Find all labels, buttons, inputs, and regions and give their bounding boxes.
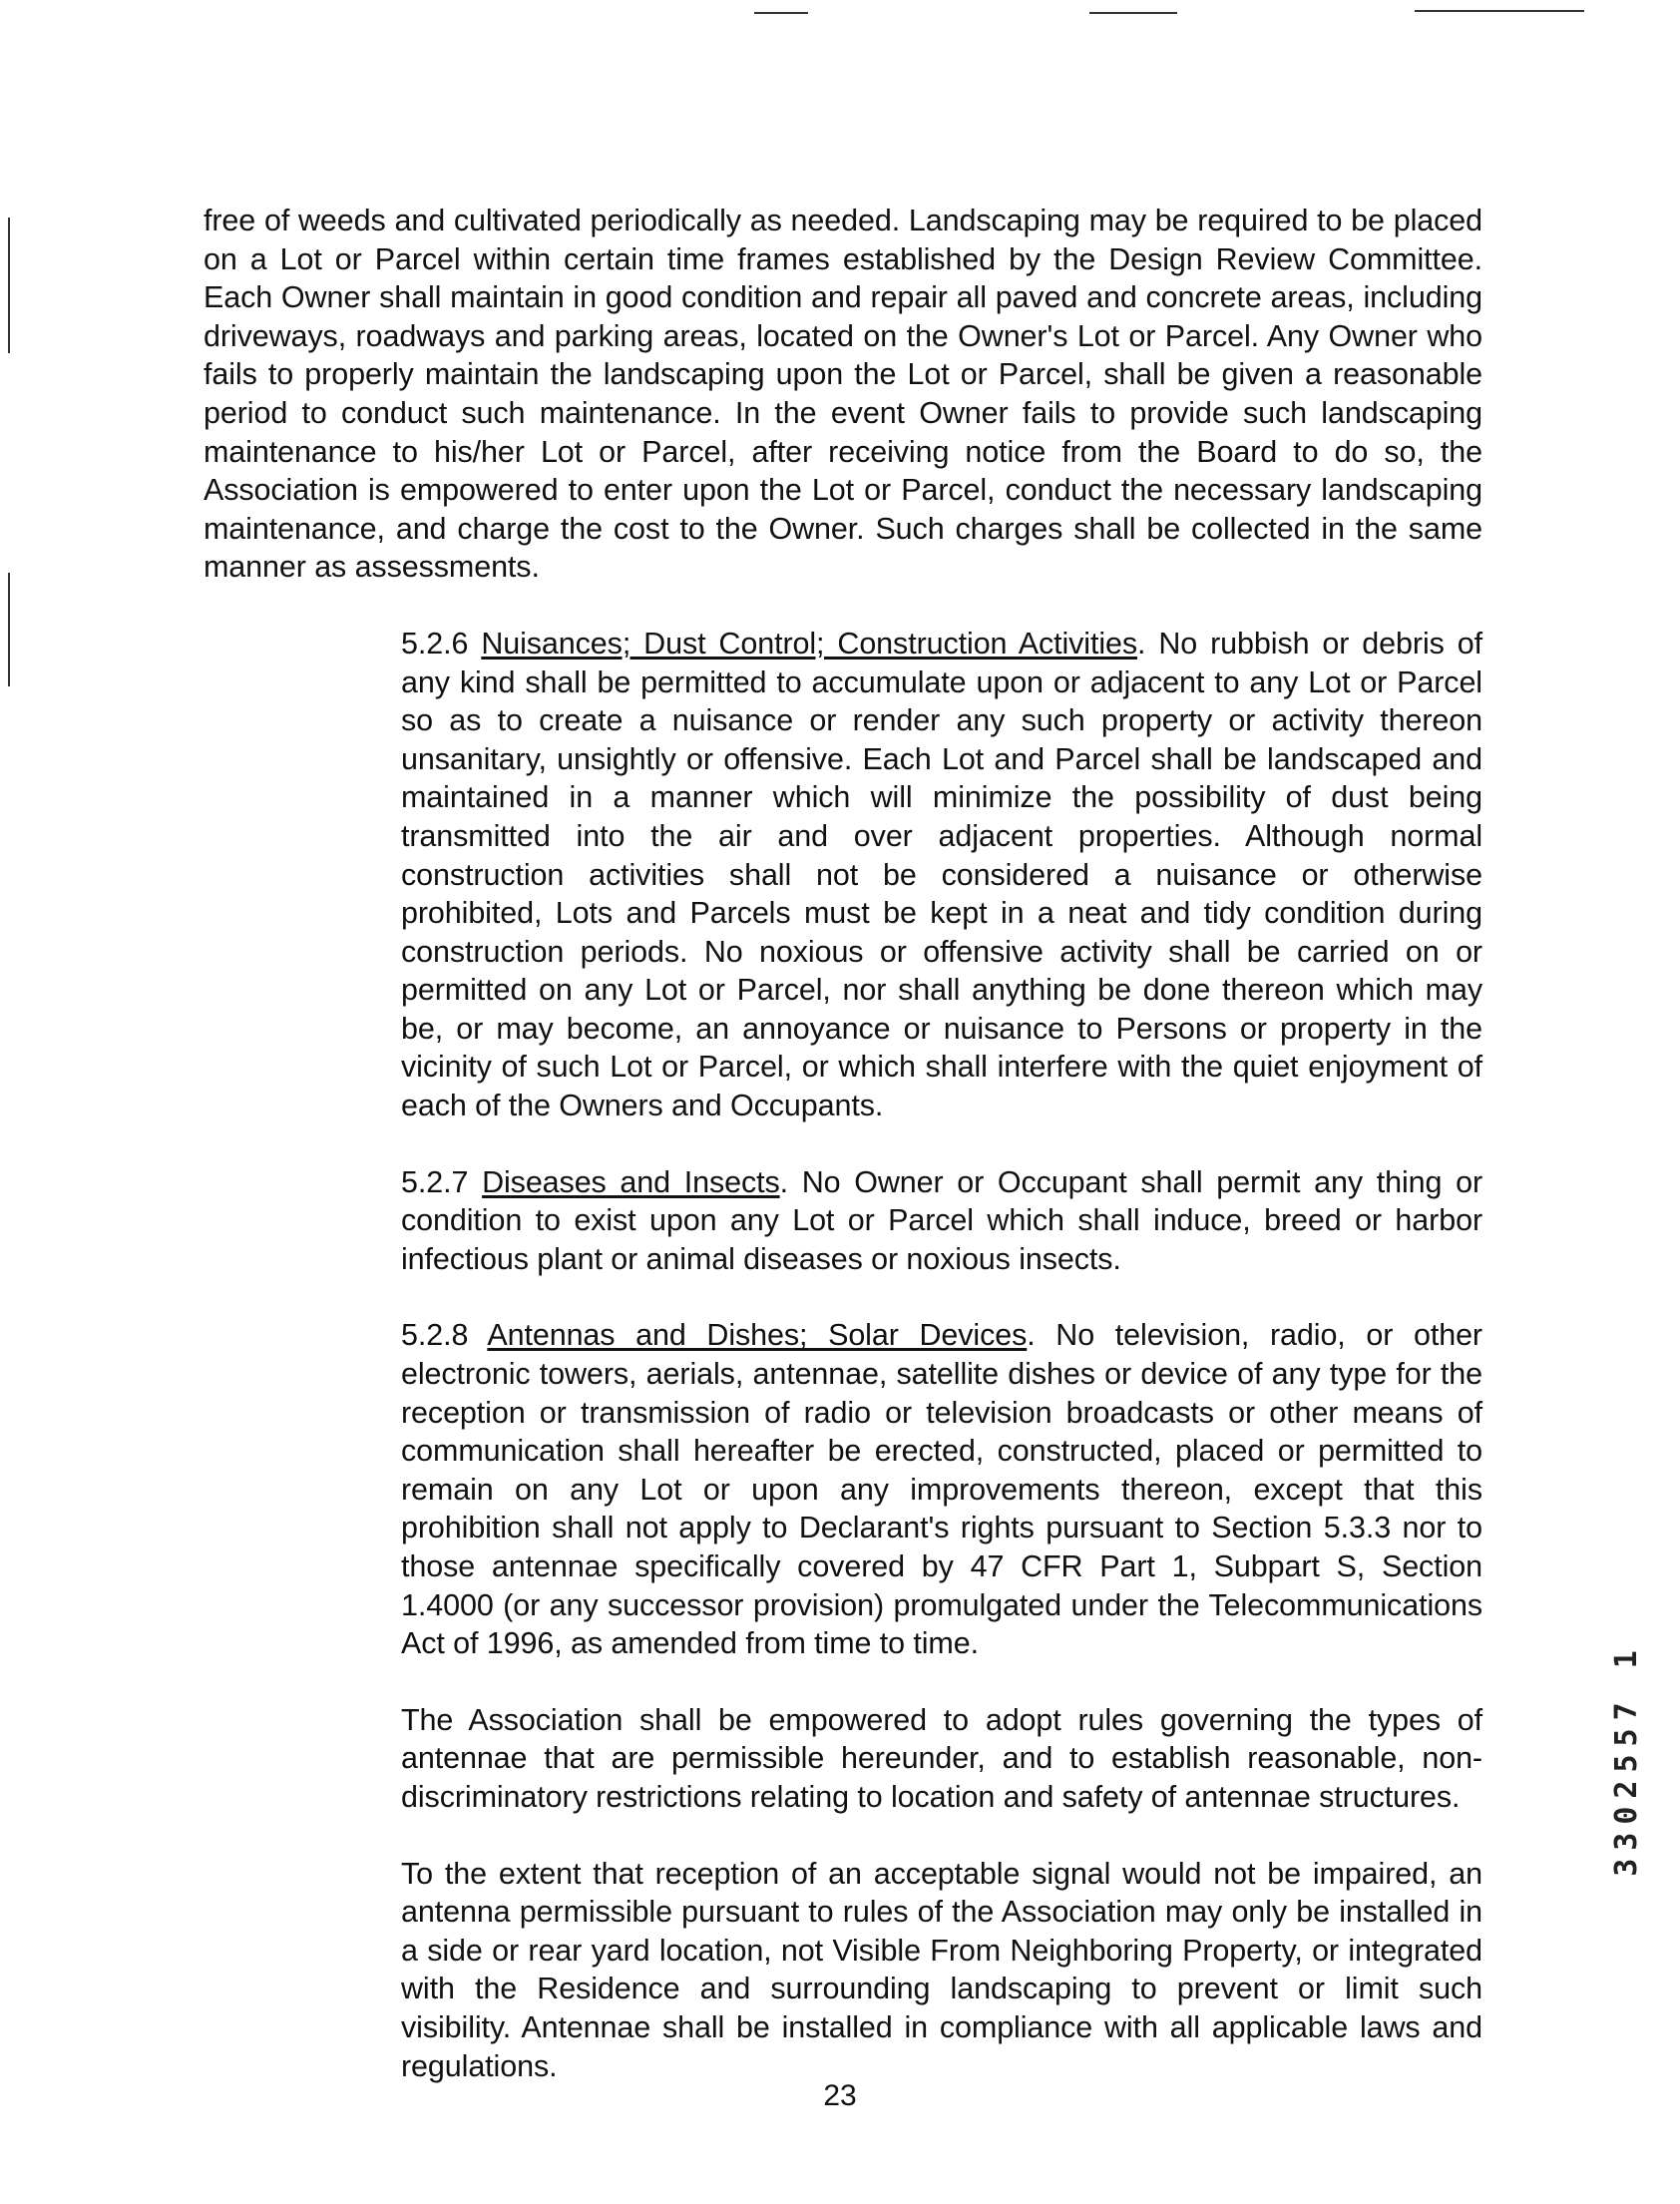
section-number: 5.2.7 (401, 1164, 469, 1199)
section-5-2-7 (204, 1163, 1482, 1279)
paragraph-association-rules: The Association shall be empowered to adopt rules governing the types of antennae that are permissible hereunder, and to establish reasonable, non-discriminatory restrictions relating to location and safety of antennae structures. (401, 1702, 1482, 1814)
section-number: 5.2.6 (401, 626, 469, 661)
paragraph-landscaping: free of weeds and cultivated periodically as needed. Landscaping may be required to be placed on a Lot or Parcel within certain time frames established by the Design Review Committee. Each Owner shall maintain in good condition and repair all paved and concrete areas, including driveways, roadways and parking areas, located on the Owner's Lot or Parcel. Any Owner who fails to properly maintain the landscaping upon the Lot or Parcel, shall be given a reasonable period to conduct such maintenance. In the event Owner fails to provide such landscaping maintenance to his/her Lot or Parcel, after receiving notice from the Board to do so, the Association is empowered to enter upon the Lot or Parcel, conduct the necessary landscaping maintenance, and charge the cost to the Owner. Such charges shall be collected in the same manner as assessments. (204, 204, 1482, 585)
section-text: . No rubbish or debris of any kind shall be permitted to accumulate upon or adjacent to any Lot or Parcel so as to create a nuisance or render any such property or activity thereon unsanitary, unsightly or offensive. Each Lot and Parcel shall be landscaped and maintained in a manner which will minimize the possibility of dust being transmitted into the air and over adjacent properties. Although normal construction activities shall not be considered a nuisance or otherwise prohibited, Lots and Parcels must be kept in a neat and tidy condition during construction periods. No noxious or offensive activity shall be carried on or permitted on any Lot or Parcel, nor shall anything be done thereon which may be, or may become, an annoyance or nuisance to Persons or property in the vicinity of such Lot or Parcel, or which shall interfere with the quiet enjoyment of each of the Owners and Occupants. (401, 626, 1482, 1123)
document-body (204, 202, 1482, 2123)
recording-stamp-text: 3302557 1 (1608, 1641, 1644, 1877)
section-5-2-6 (204, 625, 1482, 1125)
section-5-2-8 (204, 1316, 1482, 1662)
section-heading: Nuisances; Dust Control; Construction Activities (481, 626, 1138, 661)
margin-mark-2 (8, 573, 10, 686)
section-heading: Antennas and Dishes; Solar Devices (487, 1318, 1028, 1353)
section-number: 5.2.8 (401, 1318, 469, 1353)
section-text: . No television, radio, or other electronic towers, aerials, antennae, satellite dishes or device of any type for the reception or transmission of radio or television broadcasts or other means of communication shall hereafter be erected, constructed, placed or permitted to remain on any Lot or upon any improvements thereon, except that this prohibition shall not apply to Declarant's rights pursuant to Section 5.3.3 nor to those antennae specifically covered by 47 CFR Part 1, Subpart S, Section 1.4000 (or any successor provision) promulgated under the Telecommunications Act of 1996, as amended from time to time. (401, 1318, 1482, 1661)
top-rule-2 (1089, 12, 1177, 14)
section-text: . No Owner or Occupant shall permit any thing or condition to exist upon any Lot or Parcel which shall induce, breed or harbor infectious plant or animal diseases or noxious insects. (401, 1164, 1483, 1276)
paragraph-antenna-placement: To the extent that reception of an acceptable signal would not be impaired, an antenna permissible pursuant to rules of the Association may only be installed in a side or rear yard location, not Visible From Neighboring Property, or integrated with the Residence and surrounding landscaping to prevent or limit such visibility. Antennae shall be installed in compliance with all applicable laws and regulations. (401, 1856, 1482, 2083)
top-rule-1 (754, 12, 808, 14)
recording-stamp (1604, 1574, 1648, 1944)
section-heading: Diseases and Insects (482, 1164, 780, 1199)
top-rule-3 (1415, 10, 1584, 12)
margin-mark-1 (8, 218, 10, 353)
page-number: 23 (823, 2079, 857, 2112)
